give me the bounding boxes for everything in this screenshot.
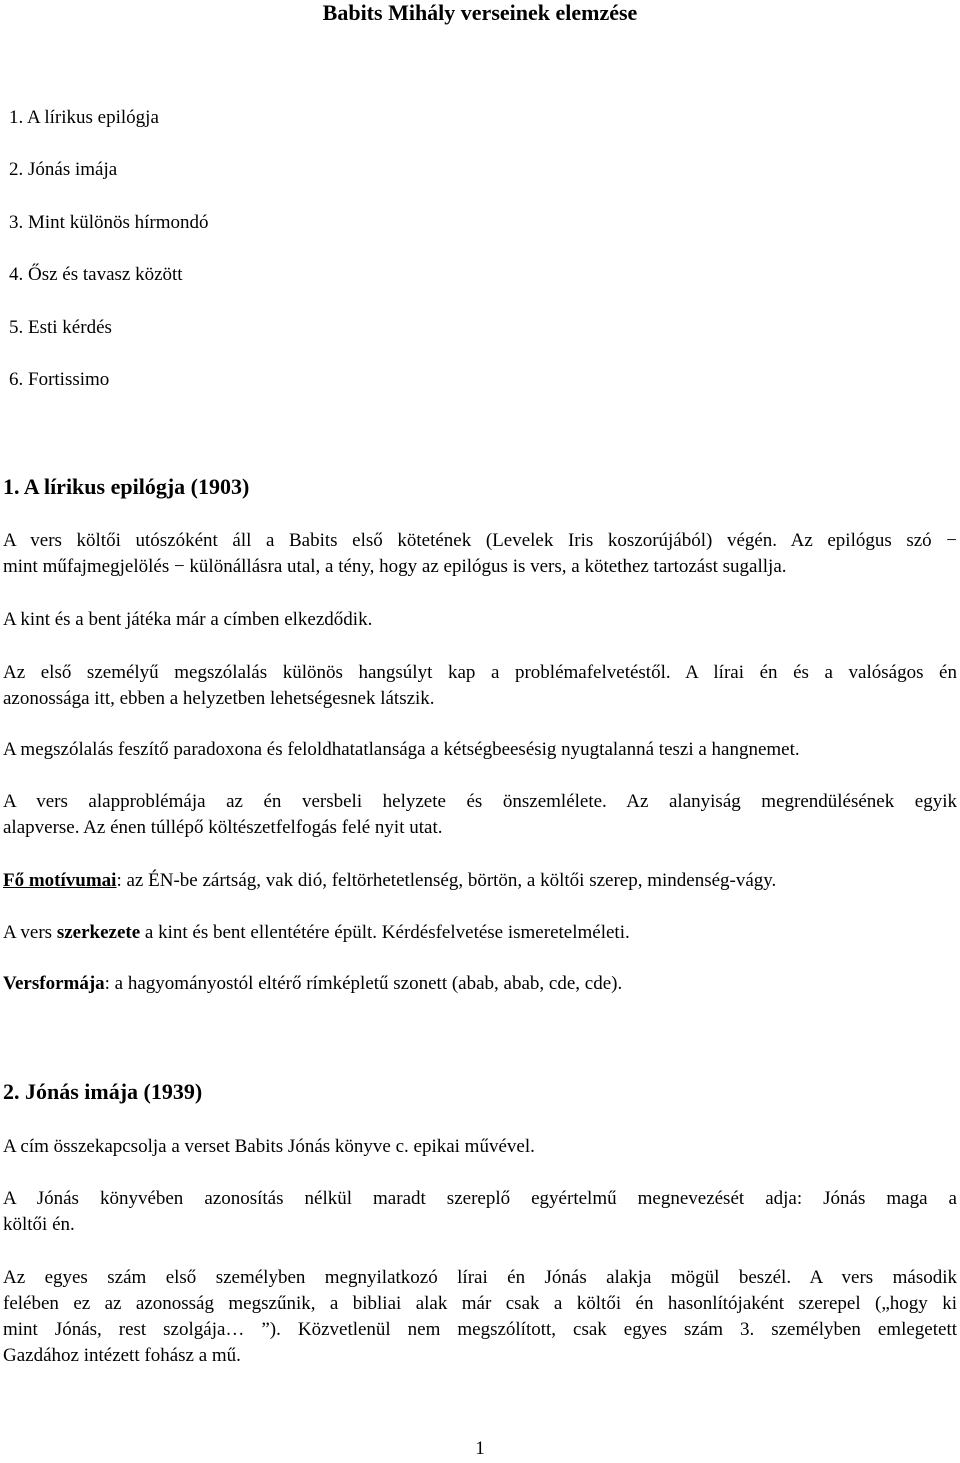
paragraph-line: A kint és a bent játéka már a címben elkezdődik. <box>3 609 373 630</box>
paragraph-line: költői én. <box>3 1214 75 1235</box>
paragraph-line: azonossága itt, ebben a helyzetben lehetségesnek látszik. <box>3 688 435 709</box>
table-of-contents <box>9 105 209 419</box>
toc-item: 5. Esti kérdés <box>9 316 112 338</box>
paragraph-line: A megszólalás feszítő paradoxona és feloldhatatlansága a kétségbeesésig nyugtalanná teszi a hangnemet. <box>3 739 800 760</box>
motif-text: : az ÉN-be zártság, vak dió, feltörhetetlenség, börtön, a költői szerep, mindenség-vágy. <box>116 870 777 891</box>
paragraph-line: mint műfajmegjelölés − különállásra utal, a tény, hogy az epilógus is vers, a kötethez tartozást sugallja. <box>3 556 787 577</box>
structure-label: szerkezete <box>56 922 141 943</box>
paragraph-line: Az első személyű megszólalás különös hangsúlyt kap a problémafelvetéstől. A lírai én és a valóságos én <box>3 662 957 683</box>
paragraph-line: A cím összekapcsolja a verset Babits Jónás könyve c. epikai művével. <box>3 1136 535 1157</box>
structure-text: a kint és bent ellentétére épült. Kérdésfelvetése ismeretelméleti. <box>140 922 630 943</box>
section-heading: 2. Jónás imája (1939) <box>3 1079 203 1104</box>
toc-item: 1. A lírikus epilógja <box>9 107 159 128</box>
paragraph-line: A vers alapproblémája az én versbeli helyzete és önszemlélete. Az alanyiság megrendülésének egyik <box>3 791 957 812</box>
paragraph-line: Gazdához intézett fohász a mű. <box>3 1345 241 1366</box>
paragraph <box>3 660 957 712</box>
paragraph-line <box>3 920 957 946</box>
verseform-text: : a hagyományostól eltérő rímképletű szonett (abab, abab, cde, cde). <box>104 973 623 994</box>
document-title: Babits Mihály verseinek elemzése <box>322 0 638 25</box>
paragraph <box>3 1134 957 1160</box>
motif-label: Fő motívumai <box>3 870 117 891</box>
paragraph-line: Az egyes szám első személyben megnyilatkozó lírai én Jónás alakja mögül beszél. A vers második <box>3 1267 957 1288</box>
verseform-label: Versformája <box>3 973 105 994</box>
paragraph-line <box>3 868 957 894</box>
paragraph <box>3 737 957 763</box>
paragraph <box>3 607 957 633</box>
structure-prefix: A vers <box>3 922 57 943</box>
page-number: 1 <box>475 1438 485 1459</box>
paragraph-line: A vers költői utószóként áll a Babits első kötetének (Levelek Iris koszorújából) végén. Az epilógus szó − <box>3 530 957 551</box>
paragraph-line: mint Jónás, rest szolgája… ”). Közvetlenül nem megszólított, csak egyes szám 3. személyben emlegetett <box>3 1319 957 1340</box>
paragraph <box>3 1265 957 1369</box>
paragraph <box>3 868 957 894</box>
paragraph <box>3 1186 957 1238</box>
paragraph <box>3 920 957 946</box>
paragraph-line: felében ez az azonosság megszűnik, a bibliai alak már csak a költői én hasonlítójaként szerepel („hogy ki <box>3 1293 957 1314</box>
paragraph <box>3 971 957 997</box>
paragraph-line: A Jónás könyvében azonosítás nélkül maradt szereplő egyértelmű megnevezését adja: Jónás maga a <box>3 1188 957 1209</box>
toc-item: 3. Mint különös hírmondó <box>9 211 209 233</box>
toc-item: 6. Fortissimo <box>9 368 110 390</box>
paragraph <box>3 789 957 841</box>
toc-item: 4. Ősz és tavasz között <box>9 264 183 286</box>
paragraph <box>3 528 957 580</box>
toc-item: 2. Jónás imája <box>9 159 118 181</box>
section-heading: 1. A lírikus epilógja (1903) <box>3 474 250 499</box>
paragraph-line: alapverse. Az énen túllépő költészetfelfogás felé nyit utat. <box>3 817 443 838</box>
paragraph-line <box>3 971 957 997</box>
